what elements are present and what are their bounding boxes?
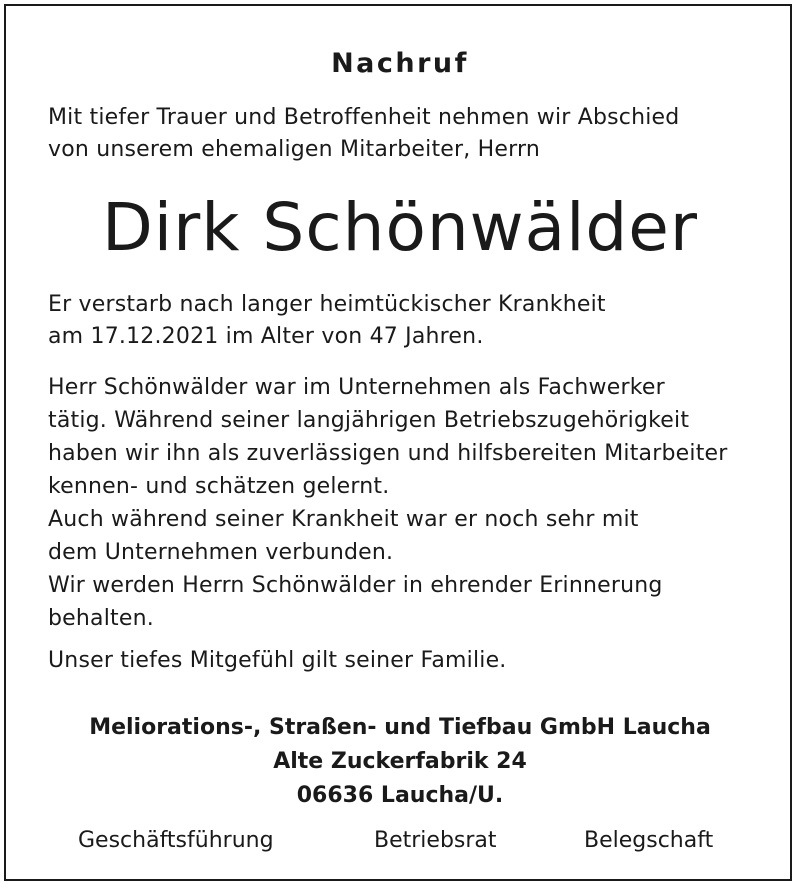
- condolence-line: Unser tiefes Mitgefühl gilt seiner Familie.: [48, 648, 507, 673]
- notice-heading: Nachruf: [331, 48, 469, 79]
- tribute-line-1: Herr Schönwälder war im Unternehmen als Fachwerker: [48, 375, 665, 400]
- company-name: Meliorations-, Straßen- und Tiefbau GmbH Laucha: [89, 715, 711, 740]
- tribute-line-3: haben wir ihn als zuverlässigen und hilfsbereiten Mitarbeiter: [48, 441, 728, 466]
- signatory-staff: Belegschaft: [584, 828, 714, 853]
- tribute-line-2: tätig. Während seiner langjährigen Betriebszugehörigkeit: [48, 408, 690, 433]
- company-street: Alte Zuckerfabrik 24: [273, 749, 527, 774]
- tribute-line-4: kennen- und schätzen gelernt.: [48, 474, 390, 499]
- death-line-1: Er verstarb nach langer heimtückischer Krankheit: [48, 292, 606, 317]
- intro-line-1: Mit tiefer Trauer und Betroffenheit nehmen wir Abschied: [48, 105, 680, 130]
- tribute-line-7: Wir werden Herrn Schönwälder in ehrender Erinnerung: [48, 573, 663, 598]
- signatory-management: Geschäftsführung: [78, 828, 274, 853]
- deceased-name: Dirk Schönwälder: [101, 189, 699, 266]
- signatory-works-council: Betriebsrat: [374, 828, 497, 853]
- intro-line-2: von unserem ehemaligen Mitarbeiter, Herrn: [48, 137, 540, 162]
- company-city: 06636 Laucha/U.: [296, 783, 504, 808]
- obituary-notice: [4, 4, 792, 881]
- tribute-line-5: Auch während seiner Krankheit war er noch sehr mit: [48, 507, 639, 532]
- tribute-line-8: behalten.: [48, 606, 154, 631]
- tribute-line-6: dem Unternehmen verbunden.: [48, 540, 394, 565]
- death-line-2: am 17.12.2021 im Alter von 47 Jahren.: [48, 324, 484, 349]
